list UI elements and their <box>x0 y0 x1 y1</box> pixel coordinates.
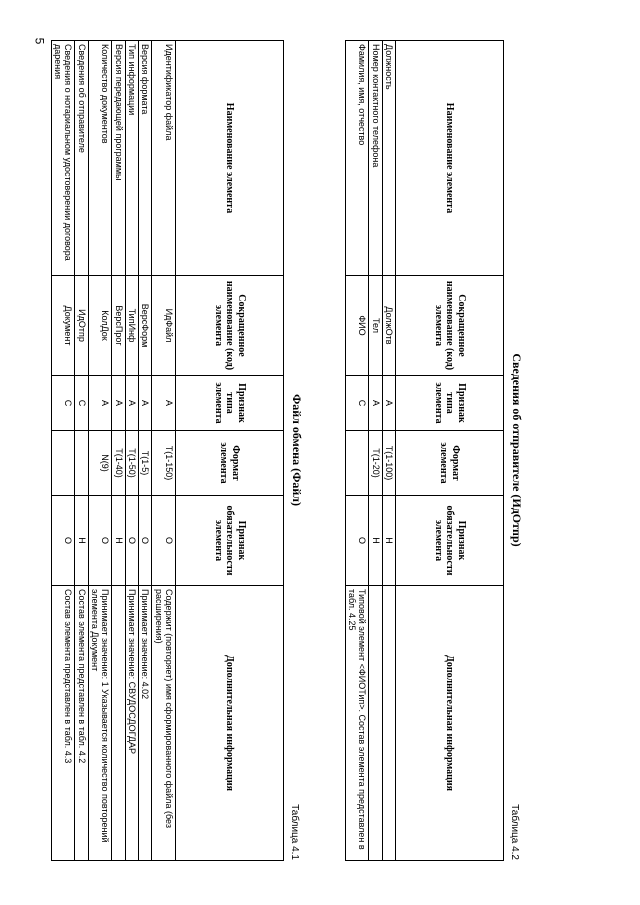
element-code: ИдОтпр <box>75 276 88 376</box>
header-cell: Наименование элемента <box>176 41 284 276</box>
element-format: T(1-150) <box>152 431 176 496</box>
element-type: С <box>75 376 88 431</box>
table-row <box>382 41 395 861</box>
element-code: ИдФайл <box>152 276 176 376</box>
element-required: О <box>88 496 112 586</box>
element-type: А <box>382 376 395 431</box>
element-format: T(1-20) <box>369 431 382 496</box>
element-info <box>382 586 395 861</box>
table-number: Таблица 4.1 <box>289 804 300 860</box>
header-cell: Сокращенное наименование (код) элемента <box>176 276 284 376</box>
table-row <box>345 41 369 861</box>
element-info: Содержит (повторяет) имя сформированного файла (без расширения) <box>152 586 176 861</box>
header-cell: Формат элемента <box>396 431 504 496</box>
element-type: А <box>369 376 382 431</box>
element-name: Должность <box>382 41 395 276</box>
table-row <box>51 41 75 861</box>
element-info: Состав элемента представлен в табл. 4.3 <box>51 586 75 861</box>
table-header-row <box>176 41 284 861</box>
element-type: А <box>125 376 138 431</box>
element-code: ФИО <box>345 276 369 376</box>
element-format: T(1-100) <box>382 431 395 496</box>
element-type: А <box>88 376 112 431</box>
header-cell: Признак обязательности элемента <box>396 496 504 586</box>
element-info <box>112 586 125 861</box>
table-title: Файл обмена (Файл) <box>290 393 304 507</box>
element-code: Документ <box>51 276 75 376</box>
element-type: А <box>112 376 125 431</box>
element-required: Н <box>382 496 395 586</box>
header-cell: Дополнительная информация <box>176 586 284 861</box>
table-number: Таблица 4.2 <box>509 804 520 860</box>
element-format: T(1-40) <box>112 431 125 496</box>
element-name: Сведения о нотариальном удостоверении договора дарения <box>51 41 75 276</box>
header-cell: Признак обязательности элемента <box>176 496 284 586</box>
table-row <box>88 41 112 861</box>
element-required: Н <box>112 496 125 586</box>
table-title: Сведения об отправителе (ИдОтпр) <box>510 353 524 547</box>
element-name: Сведения об отправителе <box>75 41 88 276</box>
element-info <box>369 586 382 861</box>
table-header-row <box>396 41 504 861</box>
element-name: Фамилия, имя, отчество <box>345 41 369 276</box>
table-4-2-block <box>340 40 524 860</box>
element-code: Тел <box>369 276 382 376</box>
element-code: ДолжОтв <box>382 276 395 376</box>
header-cell: Признак типа элемента <box>176 376 284 431</box>
header-cell: Дополнительная информация <box>396 586 504 861</box>
element-name: Версия передающей программы <box>112 41 125 276</box>
element-type: А <box>138 376 151 431</box>
element-required: О <box>345 496 369 586</box>
element-name: Версия формата <box>138 41 151 276</box>
header-cell: Признак типа элемента <box>396 376 504 431</box>
element-info: Состав элемента представлен в табл. 4.2 <box>75 586 88 861</box>
element-info: Принимает значение: 4.02 <box>138 586 151 861</box>
element-format <box>345 431 369 496</box>
element-required: О <box>138 496 151 586</box>
header-cell: Формат элемента <box>176 431 284 496</box>
element-code: ВерсПрог <box>112 276 125 376</box>
element-name: Количество документов <box>88 41 112 276</box>
element-format <box>51 431 75 496</box>
table-row <box>138 41 151 861</box>
element-format <box>75 431 88 496</box>
element-code: ВерсФорм <box>138 276 151 376</box>
element-required: О <box>51 496 75 586</box>
element-type: А <box>152 376 176 431</box>
data-table <box>51 40 284 861</box>
header-cell: Наименование элемента <box>396 41 504 276</box>
element-name: Идентификатор файла <box>152 41 176 276</box>
element-type: С <box>51 376 75 431</box>
table-row <box>152 41 176 861</box>
element-required: Н <box>75 496 88 586</box>
element-format: T(1-50) <box>125 431 138 496</box>
element-code: ТипИнф <box>125 276 138 376</box>
element-code: КолДок <box>88 276 112 376</box>
element-info: Типовой элемент <ФИОТип>. Состав элемента представлен в табл. 4.25 <box>345 586 369 861</box>
table-4-1-block <box>52 40 304 860</box>
page-number: 5 <box>32 37 47 45</box>
element-required: Н <box>369 496 382 586</box>
table-row <box>75 41 88 861</box>
table-row <box>369 41 382 861</box>
element-info: Принимает значение: СВУДОСДОГДАР <box>125 586 138 861</box>
header-cell: Сокращенное наименование (код) элемента <box>396 276 504 376</box>
table-row <box>125 41 138 861</box>
element-format: T(1-5) <box>138 431 151 496</box>
element-format: N(9) <box>88 431 112 496</box>
element-info: Принимает значение: 1 Указывается количество повторений элемента Документ <box>88 586 112 861</box>
element-required: О <box>125 496 138 586</box>
element-type: С <box>345 376 369 431</box>
data-table <box>345 40 504 861</box>
element-name: Номер контактного телефона <box>369 41 382 276</box>
element-name: Тип информации <box>125 41 138 276</box>
table-row <box>112 41 125 861</box>
element-required: О <box>152 496 176 586</box>
